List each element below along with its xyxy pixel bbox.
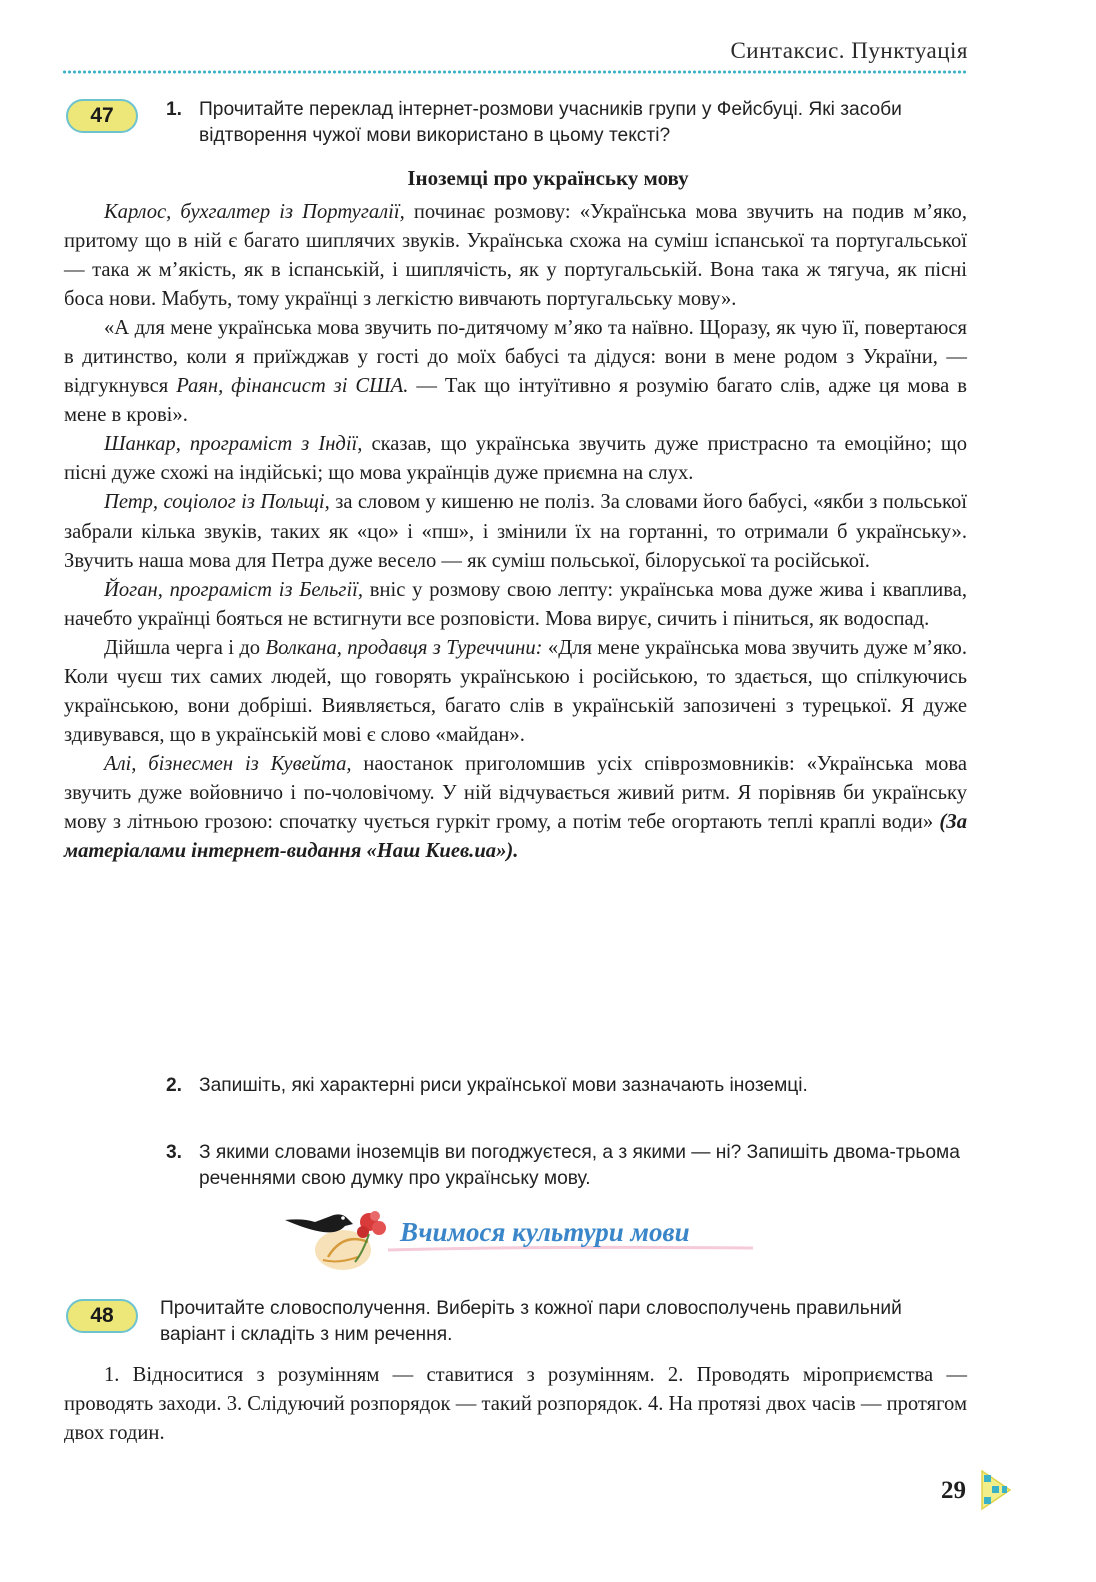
task-text: З якими словами іноземців ви погоджуєтеся, а з якими — ні? Запишіть двома-трьома реченнями свою думку про українську мову. (199, 1142, 960, 1189)
speaker-name: Йоган, програміст із Бельгії, (104, 578, 364, 601)
paragraph-text: наостанок приголомшив усіх співрозмовників: «Українська мова звучить дуже войовничо і по-чоловічому. У ній відчувається живий ритм. Я порівняв би українську мову з літньою грозою: спочатку чується гуркіт грому, а потім тебе огортають теплі краплі води» (64, 752, 967, 833)
exercise-number-badge-47: 47 (66, 99, 138, 133)
paragraph-text: за словом у кишеню не поліз. За словами його бабусі, «якби з польської забрали кілька звуків, таких як «цо» і «пш», і змінили їх на гортанні, то отримали б українську». Звучить наша мова для Петра дуже весело — як суміш польської, білоруської та російської. (64, 491, 967, 572)
exercise-48-text (64, 1361, 967, 1448)
speaker-name: Алі, бізнесмен із Кувейта, (104, 752, 352, 775)
speaker-name: Раян, фінансист зі США. (176, 375, 409, 398)
exercise-47-text (64, 198, 967, 866)
section-title: Синтаксис. Пунктуація (730, 38, 968, 63)
speaker-name: Петр, соціолог із Польщі, (104, 491, 330, 514)
task-number: 3. (166, 1142, 183, 1163)
task-number: 1. (166, 99, 183, 120)
exercise-number-badge-48: 48 (66, 1299, 138, 1333)
task-text: Запишіть, які характерні риси української мови зазначають іноземці. (199, 1075, 808, 1096)
paragraph-text: вніс у розмову свою лепту: українська мова дуже жива і кваплива, начебто українці бояться не встигнути все розповісти. Мова вирує, сичить і піниться, як водоспад. (64, 578, 967, 630)
paragraph (64, 750, 967, 866)
speaker-name: Волкана, продавця з Туреччини: (265, 636, 543, 659)
paragraph-text: — Так що інтуїтивно я розумію багато слів, адже ця мова в мене в крові». (64, 375, 968, 427)
paragraph (64, 430, 967, 488)
speaker-name: Карлос, бухгалтер із Португалії, (104, 201, 405, 223)
paragraph (64, 576, 967, 634)
paragraph-text: «А для мене українська мова звучить по-дитячому м’яко та наївно. Щоразу, як чую її, повертаюся в дитинство, коли я приїжджав у гості до моїх бабусі та дідуся: вони в мене родом з України, — відгукнувся (64, 317, 967, 398)
speaker-name: Шанкар, програміст з Індії, (104, 433, 363, 456)
paragraph-text: сказав, що українська звучить дуже пристрасно та емоційно; що пісні дуже схожі на індійські; що мова українців дуже приємна на слух. (64, 433, 967, 485)
source-citation: (За матеріалами інтернет-видання «Наш Киев.ua»). (64, 810, 967, 863)
page-corner-ornament-icon (980, 1467, 1020, 1513)
text-title: Іноземці про українську мову (407, 166, 689, 190)
paragraph (64, 314, 967, 430)
paragraph (64, 634, 967, 750)
paragraph-text: «Для мене українська мова звучить дуже м’яко. Коли чуєш тих самих людей, що говорять українською і російською, то здається, що спілкуючись українською, вони добріші. Виявляється, багато слів в українській запозичені з турецької. Я дуже здивувався, що в українській мові є слово «майдан». (64, 636, 968, 746)
paragraph (64, 198, 967, 314)
header-dotted-rule (62, 70, 968, 74)
task-text: Прочитайте переклад інтернет-розмови учасників групи у Фейсбуці. Які засоби відтворення чужої мови використано в цьому тексті? (199, 99, 902, 146)
task-number: 2. (166, 1075, 183, 1096)
page-number: 29 (941, 1477, 966, 1504)
paragraph-text: починає розмову: «Українська мова звучить на подив м’яко, притому що в ній є багато шиплячих звуків. Українська схожа на суміш іспанської та португальської — така ж м’якість, як в іспанській, і шиплячість, як у португальській. Вона така ж тягуча, як пісні боса нови. Мабуть, тому українці з легкістю вивчають португальську мову». (64, 201, 967, 311)
paragraph: 1. Відноситися з розумінням — ставитися з розумінням. 2. Проводять міроприємства — проводять заходи. 3. Слідуючий розпорядок — такий розпорядок. 4. На протязі двох часів — протягом двох годин. (64, 1364, 967, 1445)
exercise-47-task-2 (166, 1073, 971, 1099)
exercise-47-task-1 (166, 97, 971, 149)
exercise-47-task-3 (166, 1140, 971, 1192)
paragraph (64, 488, 967, 575)
paragraph-text: Дійшла черга і до (104, 636, 266, 659)
exercise-48-task: Прочитайте словосполучення. Виберіть з кожної пари словосполучень правильний варіант і складіть з ним речення. (160, 1298, 902, 1345)
banner-heading: Вчимося культури мови (400, 1217, 690, 1247)
